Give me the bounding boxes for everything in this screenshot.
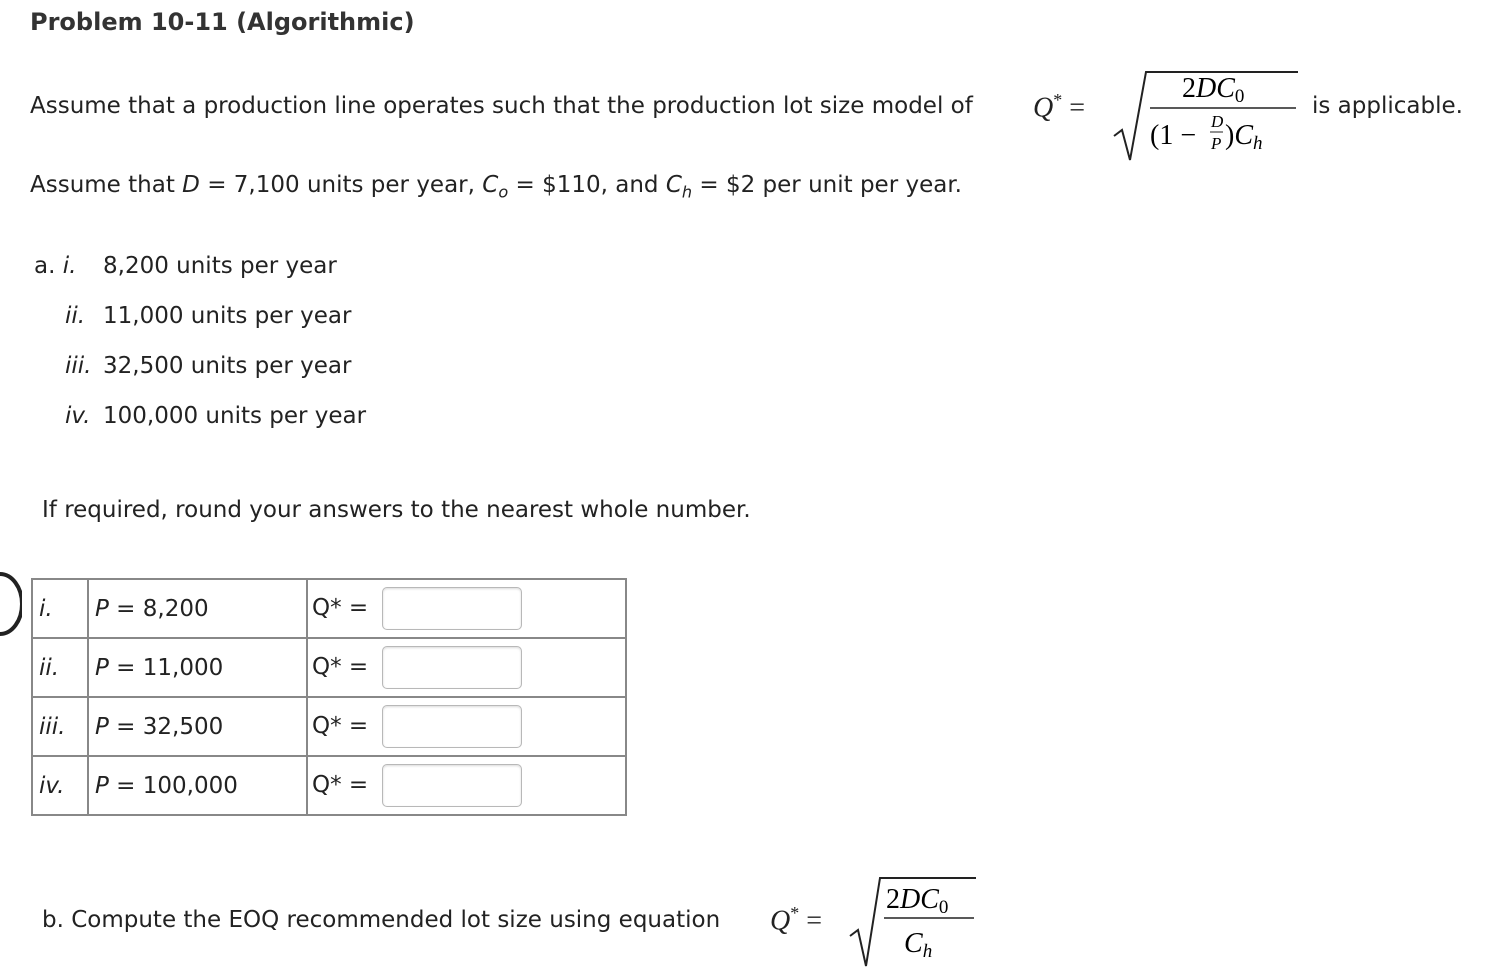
table-row <box>32 579 626 638</box>
part-a-prefix: a. i. <box>34 253 77 279</box>
part-a-num-3: iii. <box>65 353 92 379</box>
eoq-formula <box>846 872 981 976</box>
p-value-cell: P = 100,000 <box>88 756 307 815</box>
q-star-label-b: Q* = <box>770 903 823 937</box>
part-a-num-4: iv. <box>65 403 91 429</box>
rounding-instruction: If required, round your answers to the nearest whole number. <box>42 497 751 523</box>
row-number: iii. <box>32 697 88 756</box>
svg-text:D: D <box>1211 112 1224 131</box>
svg-text:2DC0: 2DC0 <box>1182 73 1245 107</box>
answer-input[interactable] <box>382 587 522 630</box>
svg-text:(1 −: (1 − <box>1150 120 1197 151</box>
part-a-item-3: 32,500 units per year <box>103 353 352 379</box>
answer-input[interactable] <box>382 646 522 689</box>
part-a-item-2: 11,000 units per year <box>103 303 352 329</box>
given-values: Assume that D = 7,100 units per year, $C_o$ = $110, and $C_h$ = $2 per unit per year. <box>30 172 962 202</box>
svg-text:2DC0: 2DC0 <box>886 884 949 918</box>
p-value-cell: P = 32,500 <box>88 697 307 756</box>
p-value-cell: P = 8,200 <box>88 579 307 638</box>
table-row <box>32 756 626 815</box>
answer-input[interactable] <box>382 705 522 748</box>
q-answer-cell: Q* = <box>307 697 626 756</box>
answer-table <box>31 578 627 816</box>
part-a-item-4: 100,000 units per year <box>103 403 367 429</box>
row-number: iv. <box>32 756 88 815</box>
svg-text:Ch: Ch <box>904 928 933 962</box>
q-answer-cell: Q* = <box>307 638 626 697</box>
collapse-indicator-icon <box>0 570 22 640</box>
answer-input[interactable] <box>382 764 522 807</box>
q-answer-cell: Q* = <box>307 579 626 638</box>
table-row <box>32 697 626 756</box>
part-a-item-1: 8,200 units per year <box>103 253 337 279</box>
intro-text: Assume that a production line operates such that the production lot size model of <box>30 93 973 119</box>
table-row <box>32 638 626 697</box>
row-number: i. <box>32 579 88 638</box>
svg-text:P: P <box>1211 134 1222 153</box>
applicable-text: is applicable. <box>1312 93 1463 119</box>
svg-text:)Ch: )Ch <box>1225 120 1263 154</box>
part-a-num-2: ii. <box>65 303 86 329</box>
production-lot-size-formula <box>1110 64 1305 166</box>
q-star-label: Q* = <box>1033 90 1086 124</box>
problem-title: Problem 10-11 (Algorithmic) <box>30 8 415 36</box>
p-value-cell: P = 11,000 <box>88 638 307 697</box>
part-b-text: b. Compute the EOQ recommended lot size using equation <box>42 907 721 933</box>
q-answer-cell: Q* = <box>307 756 626 815</box>
row-number: ii. <box>32 638 88 697</box>
